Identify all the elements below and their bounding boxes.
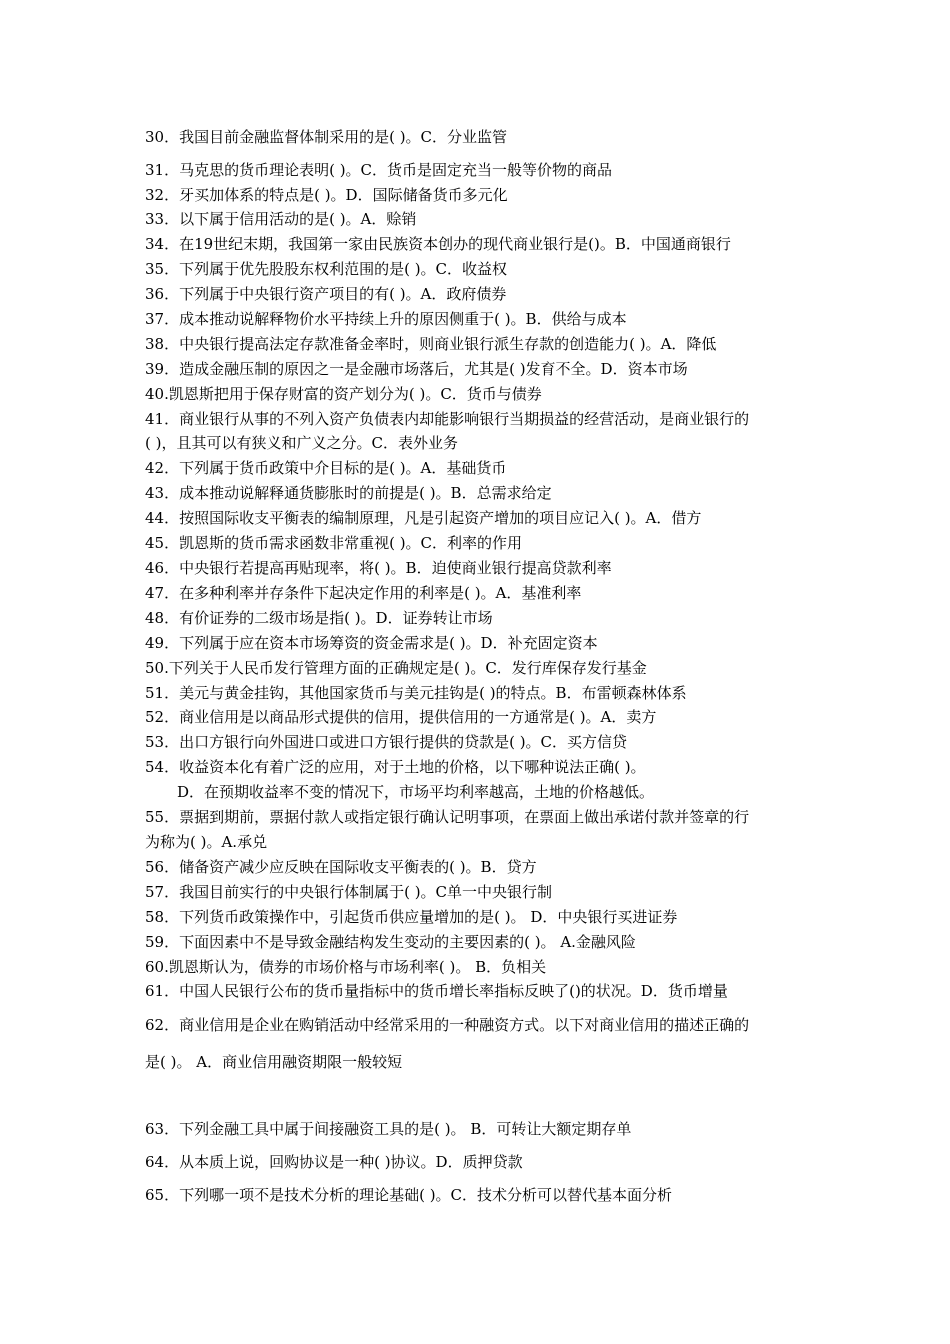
question-56: 56．储备资产减少应反映在国际收支平衡表的( )。B．贷方 bbox=[145, 858, 537, 876]
question-34: 34．在19世纪末期，我国第一家由民族资本创办的现代商业银行是()。B．中国通商银行 bbox=[145, 235, 731, 253]
question-45: 45．凯恩斯的货币需求函数非常重视( )。C．利率的作用 bbox=[145, 534, 523, 552]
question-41: 41．商业银行从事的不列入资产负债表内却能影响银行当期损益的经营活动，是商业银行的 bbox=[145, 410, 750, 428]
question-52: 52．商业信用是以商品形式提供的信用，提供信用的一方通常是( )。A．卖方 bbox=[145, 708, 657, 726]
question-39: 39．造成金融压制的原因之一是金融市场落后，尤其是( )发育不全。D．资本市场 bbox=[145, 360, 688, 378]
question-33: 33．以下属于信用活动的是( )。A．赊销 bbox=[145, 210, 417, 228]
question-55: 55．票据到期前，票据付款人或指定银行确认记明事项，在票面上做出承诺付款并签章的行 bbox=[145, 808, 750, 826]
question-35: 35．下列属于优先股股东权利范围的是( )。C．收益权 bbox=[145, 260, 508, 278]
question-57: 57．我国目前实行的中央银行体制属于( )。C单一中央银行制 bbox=[145, 883, 553, 901]
question-62-continued: 是( )。 A．商业信用融资期限一般较短 bbox=[145, 1053, 403, 1071]
question-51: 51．美元与黄金挂钩，其他国家货币与美元挂钩是( )的特点。B．布雷顿森林体系 bbox=[145, 684, 687, 702]
question-65: 65．下列哪一项不是技术分析的理论基础( )。C．技术分析可以替代基本面分析 bbox=[145, 1186, 673, 1204]
question-31: 31．马克思的货币理论表明( )。C．货币是固定充当一般等价物的商品 bbox=[145, 161, 613, 179]
question-38: 38．中央银行提高法定存款准备金率时，则商业银行派生存款的创造能力( )。A．降低 bbox=[145, 335, 717, 353]
question-41-continued: ( )，且其可以有狭义和广义之分。C．表外业务 bbox=[145, 434, 458, 452]
question-55-continued: 为称为( )。A.承兑 bbox=[145, 833, 268, 851]
question-46: 46．中央银行若提高再贴现率，将( )。B．迫使商业银行提高贷款利率 bbox=[145, 559, 612, 577]
question-54-answer: D．在预期收益率不变的情况下，市场平均利率越高，土地的价格越低。 bbox=[177, 783, 655, 801]
question-60: 60.凯恩斯认为，债券的市场价格与市场利率( )。 B．负相关 bbox=[145, 958, 547, 976]
question-48: 48．有价证券的二级市场是指( )。D．证券转让市场 bbox=[145, 609, 493, 627]
question-50: 50.下列关于人民币发行管理方面的正确规定是( )。C．发行库保存发行基金 bbox=[145, 659, 647, 677]
question-62: 62．商业信用是企业在购销活动中经常采用的一种融资方式。以下对商业信用的描述正确的 bbox=[145, 1016, 750, 1034]
question-32: 32．牙买加体系的特点是( )。D．国际储备货币多元化 bbox=[145, 186, 508, 204]
question-40: 40.凯恩斯把用于保存财富的资产划分为( )。C．货币与债券 bbox=[145, 385, 542, 403]
question-47: 47．在多种利率并存条件下起决定作用的利率是( )。A．基准利率 bbox=[145, 584, 582, 602]
question-63: 63．下列金融工具中属于间接融资工具的是( )。 B．可转让大额定期存单 bbox=[145, 1120, 632, 1138]
question-30: 30．我国目前金融监督体制采用的是( )。C．分业监管 bbox=[145, 128, 508, 146]
question-37: 37．成本推动说解释物价水平持续上升的原因侧重于( )。B．供给与成本 bbox=[145, 310, 627, 328]
question-53: 53．出口方银行向外国进口或进口方银行提供的贷款是( )。C．买方信贷 bbox=[145, 733, 628, 751]
question-61: 61．中国人民银行公布的货币量指标中的货币增长率指标反映了()的状况。D．货币增量 bbox=[145, 982, 728, 1000]
question-49: 49．下列属于应在资本市场筹资的资金需求是( )。D．补充固定资本 bbox=[145, 634, 598, 652]
question-36: 36．下列属于中央银行资产项目的有( )。A．政府债券 bbox=[145, 285, 507, 303]
question-42: 42．下列属于货币政策中介目标的是( )。A．基础货币 bbox=[145, 459, 507, 477]
question-59: 59．下面因素中不是导致金融结构发生变动的主要因素的( )。 A.金融风险 bbox=[145, 933, 636, 951]
question-64: 64．从本质上说，回购协议是一种( )协议。D．质押贷款 bbox=[145, 1153, 523, 1171]
question-43: 43．成本推动说解释通货膨胀时的前提是( )。B．总需求给定 bbox=[145, 484, 552, 502]
question-44: 44．按照国际收支平衡表的编制原理，凡是引起资产增加的项目应记入( )。A．借方 bbox=[145, 509, 702, 527]
question-54: 54．收益资本化有着广泛的应用，对于土地的价格，以下哪种说法正确( )。 bbox=[145, 758, 646, 776]
question-58: 58．下列货币政策操作中，引起货币供应量增加的是( )。 D．中央银行买进证券 bbox=[145, 908, 678, 926]
